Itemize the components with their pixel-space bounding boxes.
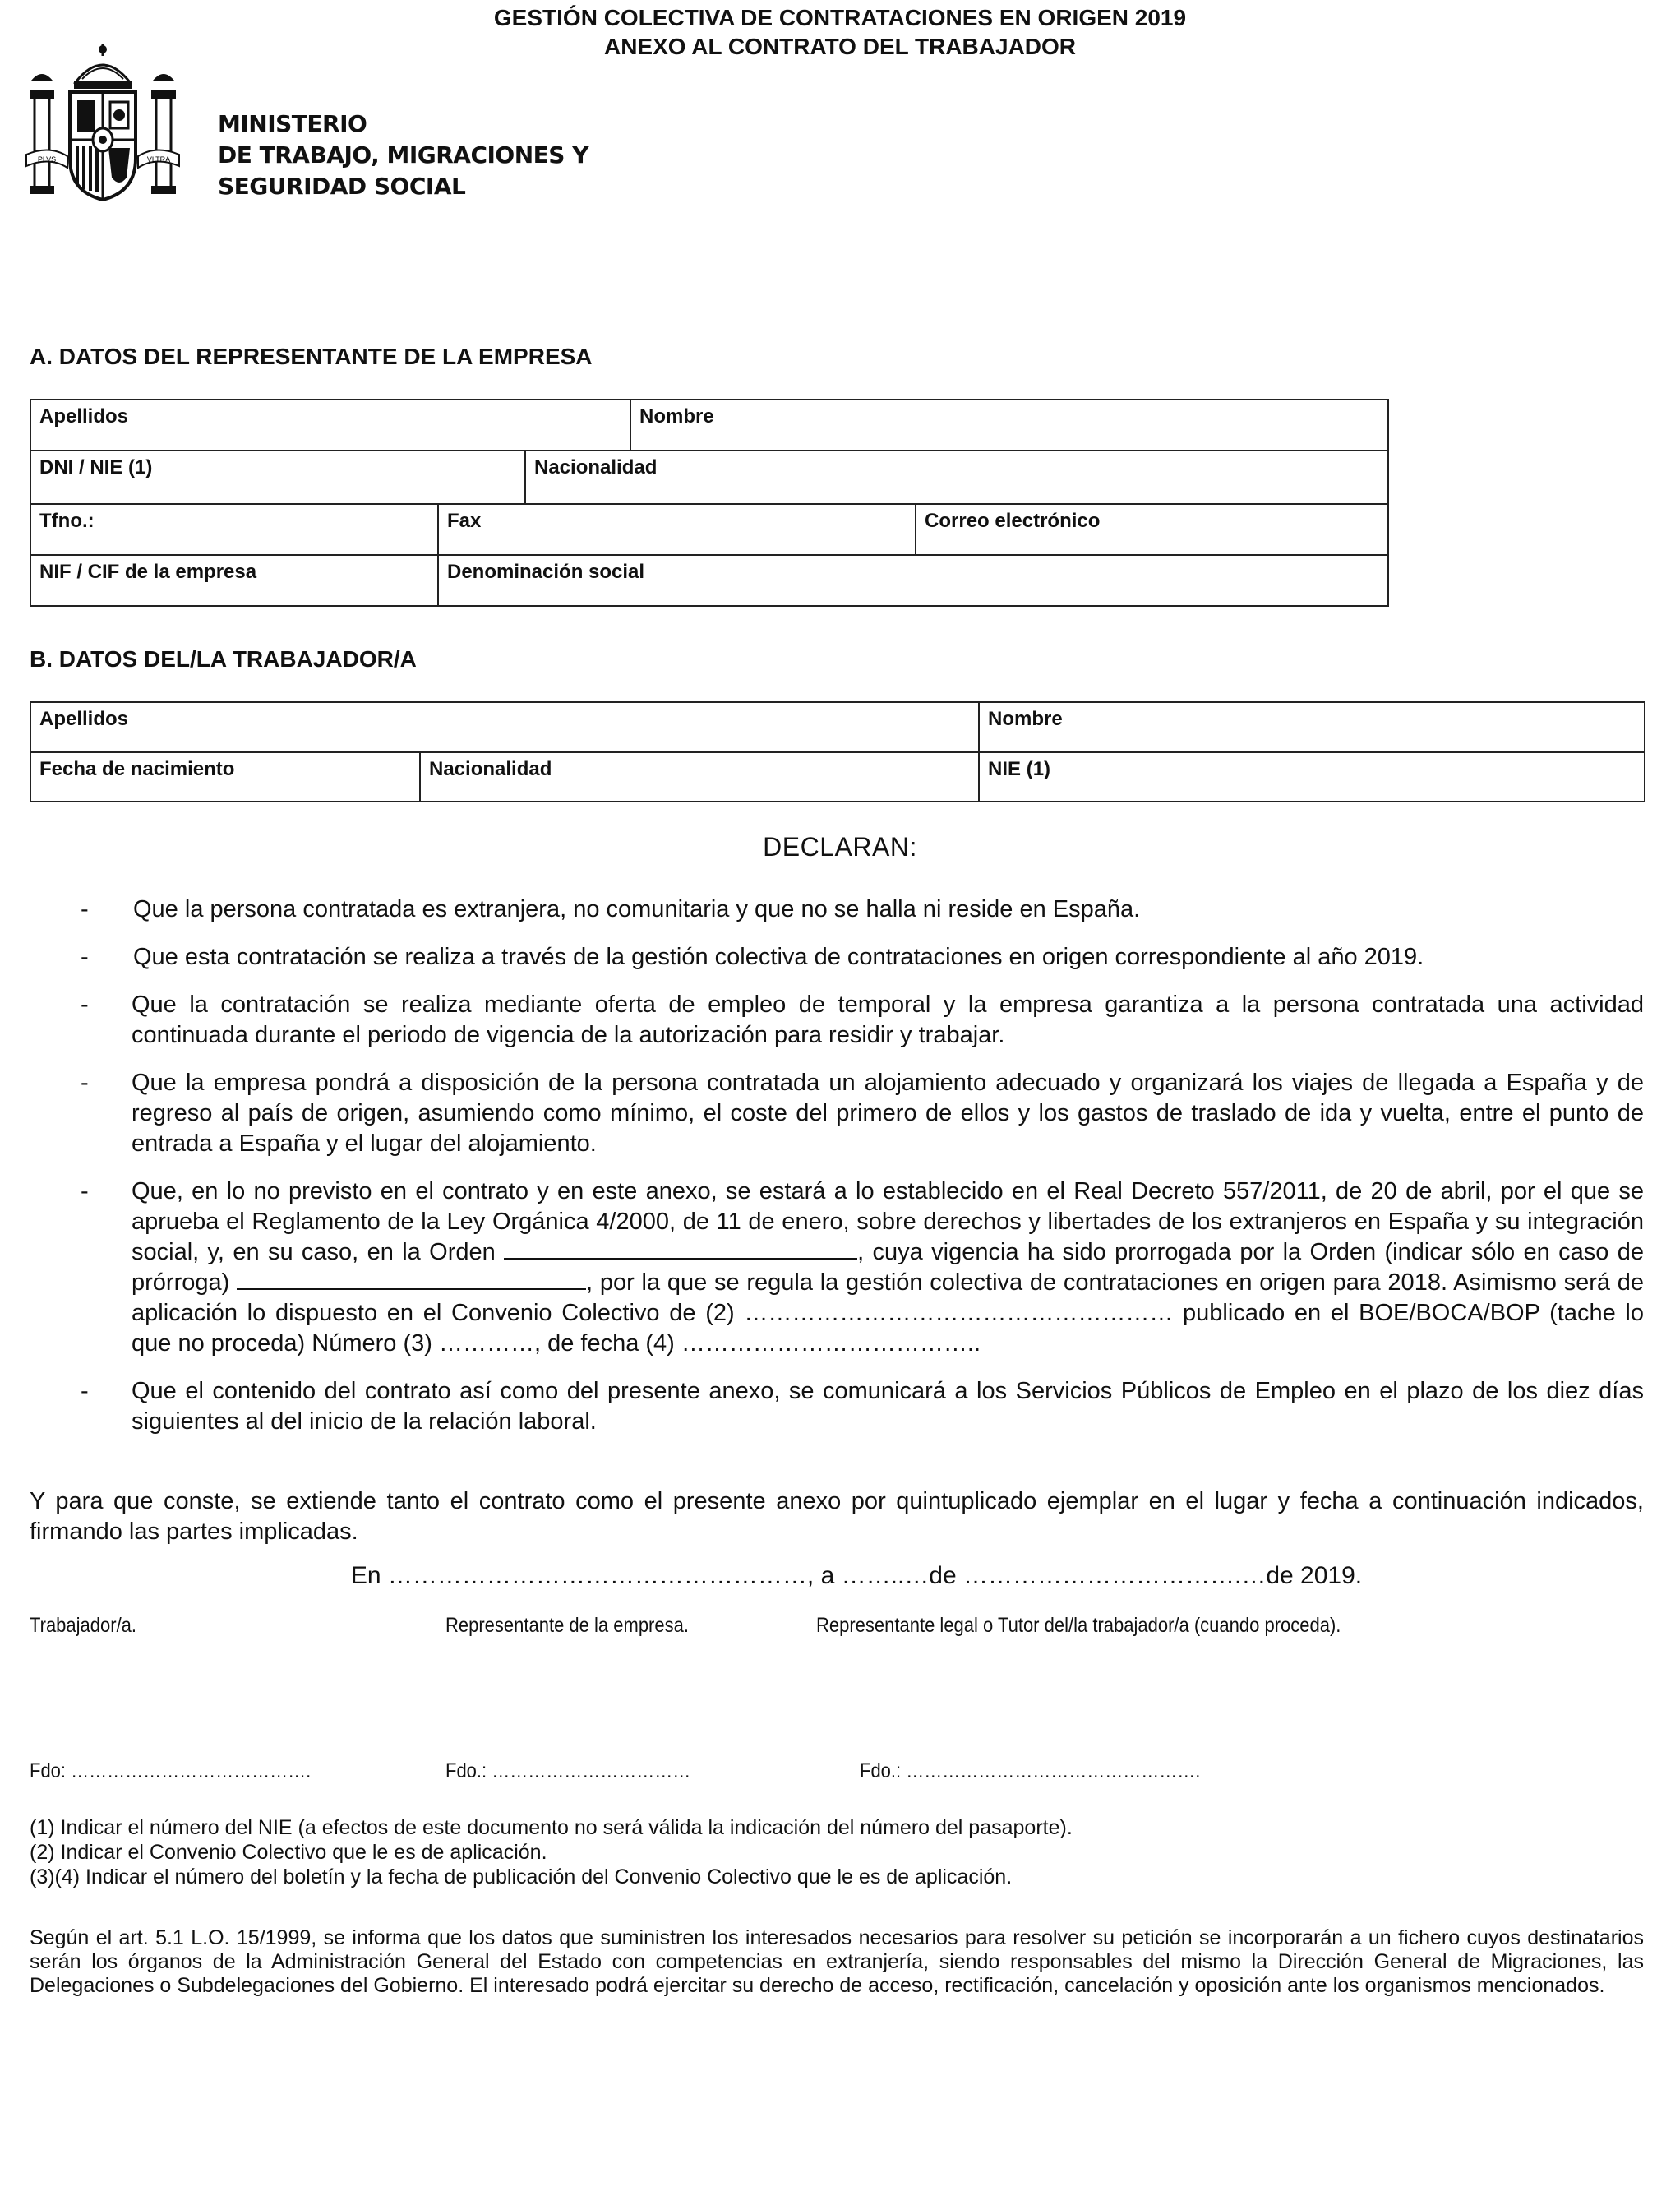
closing-statement: Y para que conste, se extiende tanto el contrato como el presente anexo por quintuplicado ejemplar en el lugar y fecha a continuación indicados, firmando las partes implicadas.	[30, 1488, 1644, 1545]
section-b-title: B. DATOS DEL/LA TRABAJADOR/A	[30, 646, 417, 672]
list-dash: -	[81, 992, 89, 1018]
coat-of-arms-icon	[25, 39, 181, 212]
emblem-motto-left: PLVS	[37, 155, 57, 164]
declaration-item	[30, 1376, 1644, 1437]
declaration-text-5c: , por la que se regula la gestión colectiva de contrataciones en origen para 2018. Asimismo será de aplicación lo dispuesto en el Convenio Colectivo de (2) ……………………………………………… publicado en el BOE/BOCA/BOP (tache lo que no proceda) Número (3) …………, de fecha (4) ………………………………..	[132, 1269, 1645, 1357]
declaration-item	[30, 942, 1644, 973]
worker-nie-field[interactable]: NIE (1)	[979, 752, 1645, 802]
company-denominacion-field[interactable]: Denominación social	[438, 555, 1388, 606]
declaran-colon: :	[909, 832, 917, 862]
declaration-text-6: Que el contenido del contrato así como del presente anexo, se comunicará a los Servicios Públicos de Empleo en el plazo de los diez días siguientes al del inicio de la relación laboral.	[132, 1378, 1644, 1435]
declaration-item	[30, 1068, 1644, 1159]
list-dash: -	[81, 1378, 89, 1404]
company-representative-form	[30, 399, 1389, 607]
ministry-line-3: SEGURIDAD SOCIAL	[218, 173, 466, 200]
rep-nombre-field[interactable]: Nombre	[630, 400, 1388, 451]
orden-prorroga-blank-field[interactable]	[237, 1269, 586, 1290]
rep-dni-nie-field[interactable]: DNI / NIE (1)	[30, 451, 525, 504]
worker-fecha-nacimiento-field[interactable]: Fecha de nacimiento	[30, 752, 420, 802]
rep-nacionalidad-field[interactable]: Nacionalidad	[525, 451, 1388, 504]
list-dash: -	[81, 1178, 89, 1204]
declaran-title: DECLARAN	[763, 832, 910, 862]
signature-fdo-trabajador[interactable]: Fdo: ………………………………….	[30, 1759, 312, 1782]
ministry-name	[218, 109, 588, 202]
footnotes	[30, 1815, 1073, 1889]
declaran-heading	[0, 832, 1680, 862]
data-protection-notice: Según el art. 5.1 L.O. 15/1999, se informa que los datos que suministren los interesados necesarios para resolver su petición se incorporarán a un fichero cuyos destinatarios serán los órganos de la Administración General del Estado con competencias en extranjería, siendo responsables del mismo la Dirección General de Migraciones, las Delegaciones o Subdelegaciones del Gobierno. El interesado podrá ejercitar su derecho de acceso, rectificación, cancelación y oposición ante los organismos mencionados.	[30, 1926, 1644, 1997]
declaration-item	[30, 1176, 1644, 1359]
signature-label-trabajador: Trabajador/a.	[30, 1614, 137, 1637]
worker-nacionalidad-field[interactable]: Nacionalidad	[420, 752, 979, 802]
declarations-list	[30, 894, 1644, 1454]
list-dash: -	[81, 944, 89, 970]
declaration-text-3: Que la contratación se realiza mediante oferta de empleo de temporal y la empresa garantiza a la persona contratada una actividad continuada durante el periodo de vigencia de la autorización para residir y trabajar.	[132, 992, 1644, 1048]
declaration-text-5a: Que, en lo no previsto en el contrato y en este anexo, se estará a lo establecido en el Real Decreto 557/2011, de 20 de abril, por el que se aprueba el Reglamento de la Ley Orgánica 4/2000, de 11 de enero, sobre derechos y libertades de los extranjeros en España y su integración social, y, en su caso, en la Orden	[132, 1178, 1644, 1265]
rep-fax-field[interactable]: Fax	[438, 504, 916, 555]
rep-tfno-field[interactable]: Tfno.:	[30, 504, 438, 555]
footnote-1: (1) Indicar el número del NIE (a efectos de este documento no será válida la indicación del número del pasaporte).	[30, 1816, 1073, 1839]
declaration-text-2: Que esta contratación se realiza a través de la gestión colectiva de contrataciones en origen correspondiente al año 2019.	[133, 944, 1424, 970]
header-subtitle: ANEXO AL CONTRATO DEL TRABAJADOR	[603, 34, 1077, 59]
rep-apellidos-field[interactable]: Apellidos	[30, 400, 630, 451]
company-nif-cif-field[interactable]: NIF / CIF de la empresa	[30, 555, 438, 606]
signature-label-representante: Representante de la empresa.	[445, 1614, 689, 1637]
declaration-text-1: Que la persona contratada es extranjera, no comunitaria y que no se halla ni reside en España.	[133, 896, 1141, 922]
footnote-2: (2) Indicar el Convenio Colectivo que le es de aplicación.	[30, 1841, 547, 1864]
header-title: GESTIÓN COLECTIVA DE CONTRATACIONES EN ORIGEN 2019	[493, 5, 1187, 30]
footnote-3-4: (3)(4) Indicar el número del boletín y la fecha de publicación del Convenio Colectivo que le es de aplicación.	[30, 1865, 1013, 1888]
list-dash: -	[81, 896, 89, 922]
worker-data-form	[30, 701, 1645, 802]
ministry-line-2: DE TRABAJO, MIGRACIONES Y	[218, 141, 588, 169]
worker-apellidos-field[interactable]: Apellidos	[30, 702, 979, 752]
rep-correo-field[interactable]: Correo electrónico	[916, 504, 1388, 555]
declaration-text-5b: , cuya vigencia ha sido prorrogada por la Orden (indicar sólo en caso de prórroga)	[132, 1239, 1644, 1296]
declaration-item	[30, 990, 1644, 1051]
section-a-title: A. DATOS DEL REPRESENTANTE DE LA EMPRESA	[30, 344, 593, 369]
signature-fdo-tutor[interactable]: Fdo.: ………………………………………….	[860, 1759, 1201, 1782]
signature-fdo-representante[interactable]: Fdo.: ……………………………	[445, 1759, 691, 1782]
list-dash: -	[81, 1070, 89, 1096]
emblem-motto-right: VLTRA	[146, 155, 171, 164]
worker-nombre-field[interactable]: Nombre	[979, 702, 1645, 752]
ministry-line-1: MINISTERIO	[218, 110, 367, 137]
signature-label-tutor: Representante legal o Tutor del/la trabajador/a (cuando proceda).	[816, 1614, 1341, 1637]
declaration-text-4: Que la empresa pondrá a disposición de la persona contratada un alojamiento adecuado y organizará los viajes de llegada a España y de regreso al país de origen, asumiendo como mínimo, el coste del primero de ellos y los gastos de traslado de ida y vuelta, entre el punto de entrada a España y el lugar del alojamiento.	[132, 1070, 1644, 1157]
declaration-item	[30, 894, 1644, 925]
orden-blank-field[interactable]	[504, 1238, 857, 1260]
document-header	[0, 3, 1680, 61]
place-date-line: En ……………………………………………, a ……..…de …………………………….…de 2019.	[350, 1562, 1363, 1589]
